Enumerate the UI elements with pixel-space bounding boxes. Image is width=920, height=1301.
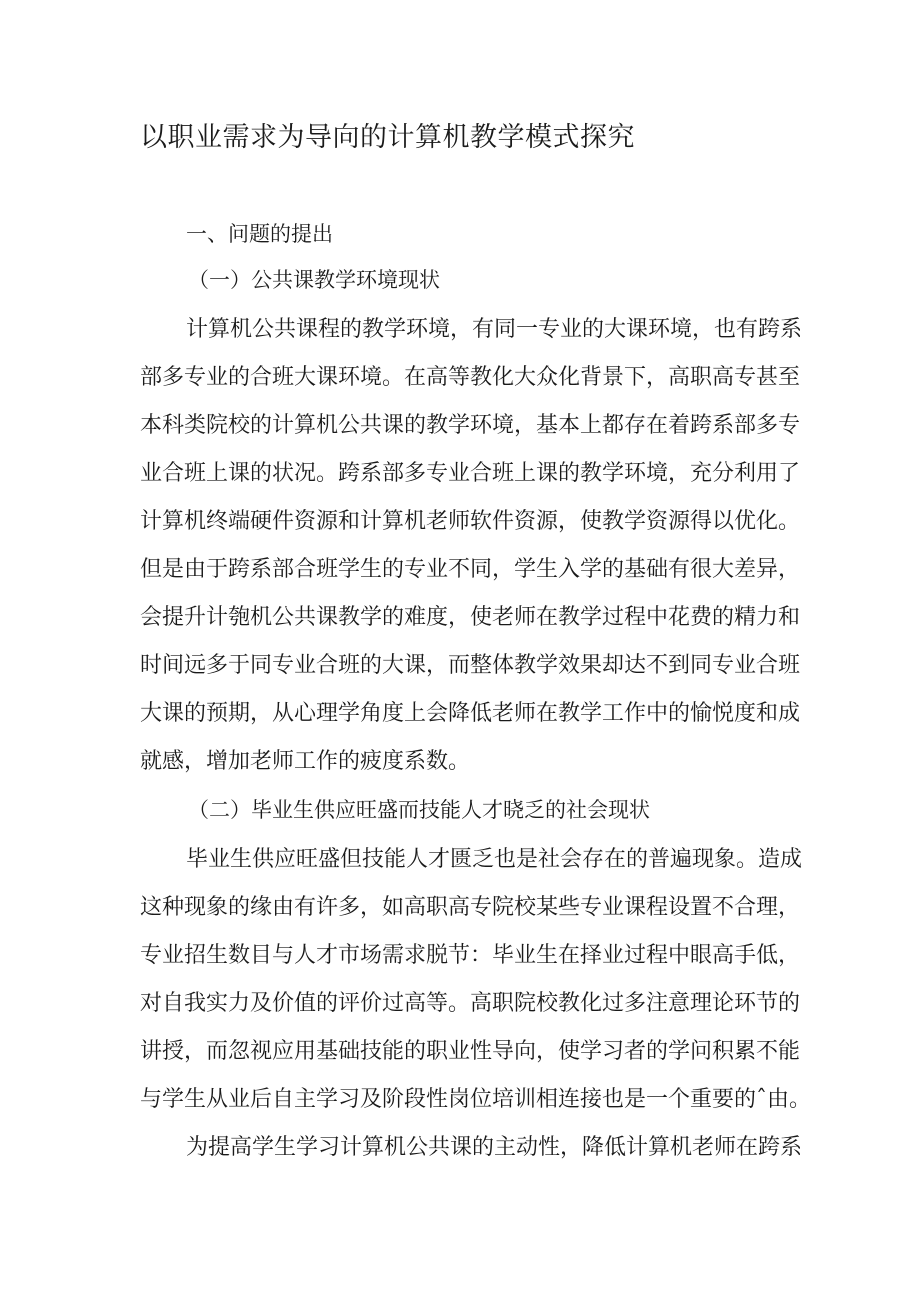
paragraph-line: 就感，增加老师工作的疲度系数。 <box>140 749 471 774</box>
paragraph-line: 计算机公共课程的教学环境，有同一专业的大课环境，也有跨系 <box>186 317 803 342</box>
section-heading-1: 一、问题的提出 <box>186 222 333 246</box>
paragraph-line: 对自我实力及价值的评价过高等。高职院校教化过多注意理论环节的 <box>140 991 801 1016</box>
paragraph-line: 计算机终端硬件资源和计算机老师软件资源，使教学资源得以优化。 <box>140 509 801 534</box>
paragraph-1 <box>140 306 803 786</box>
paragraph-line: 这种现象的缘由有许多，如高职高专院校某些专业课程设置不合理， <box>140 895 801 920</box>
paragraph-line: 专业招生数目与人才市场需求脱节：毕业生在择业过程中眼高手低， <box>140 943 801 968</box>
paragraph-line: 讲授，而忽视应用基础技能的职业性导向，使学习者的学问积累不能 <box>140 1039 801 1064</box>
paragraph-line: 毕业生供应旺盛但技能人才匮乏也是社会存在的普遍现象。造成 <box>186 847 803 872</box>
paragraph-line: 业合班上课的状况。跨系部多专业合班上课的教学环境，充分利用了 <box>140 461 801 486</box>
paragraph-line: 时间远多于同专业合班的大课，而整体教学效果却达不到同专业合班 <box>140 653 801 678</box>
paragraph-line: 与学生从业后自主学习及阶段性岗位培训相连接也是一个重要的ˆ由。 <box>140 1087 812 1112</box>
paragraph-line: 会提升计匏机公共课教学的难度，使老师在教学过程中花费的精力和 <box>140 605 801 630</box>
subsection-heading-2: （二）毕业生供应旺盛而技能人才晓乏的社会现状 <box>188 798 650 822</box>
paragraph-line: 为提高学生学习计算机公共课的主动性，降低计算机老师在跨系 <box>186 1135 803 1160</box>
subsection-heading-1: （一）公共课教学环境现状 <box>188 268 440 292</box>
paragraph-line: 但是由于跨系部合班学生的专业不同，学生入学的基础有很大差异， <box>140 557 801 582</box>
paragraph-line: 本科类院校的计算机公共课的教学环境，基本上都存在着跨系部多专 <box>140 413 801 438</box>
paragraph-line: 部多专业的合班大课环境。在高等教化大众化背景下，高职高专甚至 <box>140 365 801 390</box>
document-title: 以职业需求为导向的计算机教学模式探究 <box>140 122 635 153</box>
paragraph-2 <box>140 836 812 1124</box>
paragraph-line: 大课的预期，从心理学角度上会降低老师在教学工作中的愉悦度和成 <box>140 701 801 726</box>
paragraph-3 <box>140 1124 803 1172</box>
